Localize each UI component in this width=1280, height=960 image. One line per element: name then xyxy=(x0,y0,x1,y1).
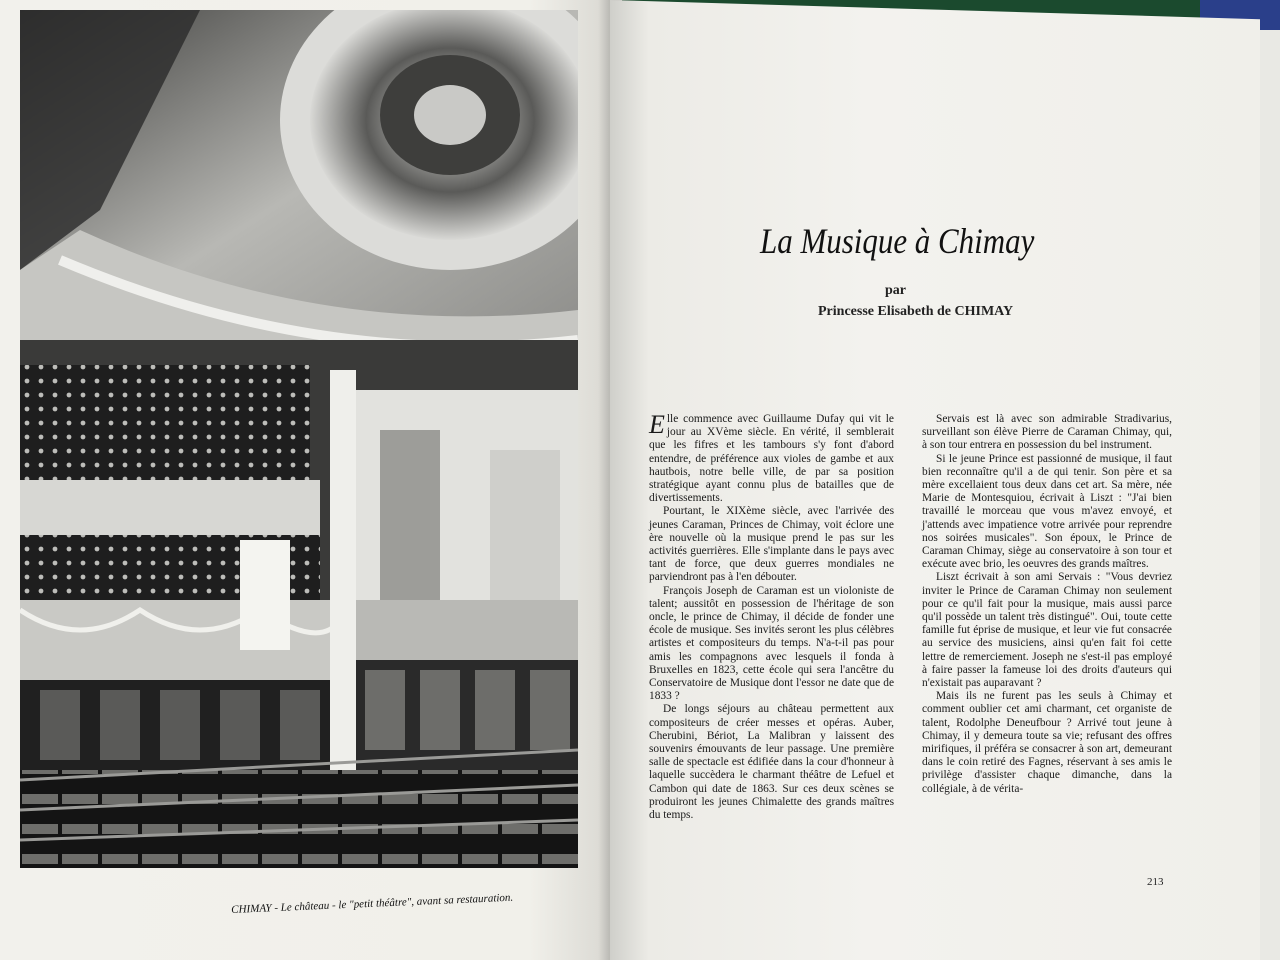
article-author: Princesse Elisabeth de CHIMAY xyxy=(818,304,1014,319)
paragraph: François Joseph de Caraman est un violoniste de talent; aussitôt en possession de l'héritage de son oncle, le prince de Chimay, il décide de fonder une école de musique. Ses invités seront les plus célèbres artistes et compositeurs du temps. N'a-t-il pas pour amis les compagnons avec lesquels il fonda à Bruxelles en 1823, cette école qui sera l'ancêtre du Conservatoire de Musique dont l'essor ne date que de 1833 ? xyxy=(649,584,894,703)
paragraph-text: lle commence avec Guillaume Dufay qui vit le jour au XVème siècle. En vérité, il semblerait que les fifres et les tambours s'y font d'abord entendre, de préférence aux violes de gambe et aux hautbois, notre belle ville, de par sa position stratégique ayant connu plus de batailles que de divertissements. xyxy=(649,413,894,505)
paragraph: Liszt écrivait à son ami Servais : "Vous devriez inviter le Prince de Caraman Chimay non seulement pour ce qu'il fait pour la musique, mais aussi parce qu'il possède un talent très distingué". Oui, toute cette famille fut éprise de musique, et leur vie fut consacrée au service des musiciens, ainsi qu'en fait foi cette lettre de remerciement. Joseph ne s'est-il pas employé à faire passer la fameuse loi des droits d'auteurs qui n'existait pas auparavant ? xyxy=(922,571,1172,690)
paragraph xyxy=(649,410,894,505)
page-number: 213 xyxy=(1147,876,1164,888)
paragraph: Pourtant, le XIXème siècle, avec l'arrivée des jeunes Caraman, Princes de Chimay, voit éclore une ère nouvelle où la musique prend le pas sur les activités guerrières. Elle s'implante dans le pays avec tant de force, que deux guerres mondiales ne parviendront pas à l'en débouter. xyxy=(649,505,894,584)
byline-par: par xyxy=(885,283,906,298)
paragraph: Mais ils ne furent pas les seuls à Chimay et comment oublier cet ami charmant, cet organiste de talent, Rodolphe Deneufbour ? Arrivé tout jeune à Chimay, il y demeura toute sa vie; refusant des offres mirifiques, il préféra se consacrer à son art, demeurant dans le coin retiré des Fagnes, réservant à ses amis le privilège d'assister chaque dimanche, dans la collégiale, à de vérita- xyxy=(922,690,1172,795)
theatre-photo xyxy=(20,10,578,868)
photo-caption: CHIMAY - Le château - le "petit théâtre", avant sa restauration. xyxy=(231,891,514,916)
text-column-right xyxy=(922,413,1172,796)
text-column-left xyxy=(649,410,894,822)
drop-cap: E xyxy=(649,410,665,439)
left-page xyxy=(0,0,622,960)
paragraph: De longs séjours au château permettent aux compositeurs de créer messes et opéras. Auber, Cherubini, Bériot, La Malibran y laissent des souvenirs émouvants de leur passage. Une première salle de spectacle est édifiée dans la cour d'honneur à laquelle succèdera le charmant théâtre de Lefuel et Cambon qui date de 1863. Sur ces deux scènes se produiront les jeunes Chimalette des grands maîtres du temps. xyxy=(649,703,894,822)
paragraph: Si le jeune Prince est passionné de musique, il faut bien reconnaître qu'il a de qui tenir. Son père et sa mère excellaient tous deux dans cet art. Sa mère, née Marie de Montesquiou, écrivait à Liszt : "J'ai bien travaillé le morceau que vous m'avez envoyé, et j'attends avec impatience votre arrivée pour reprendre nos soirées musicales". Son époux, le Prince de Caraman Chimay, siège au conservatoire à son tour et exécute avec brio, les oeuvres des grands maîtres. xyxy=(922,452,1172,571)
paragraph: Servais est là avec son admirable Stradivarius, surveillant son élève Pierre de Caraman Chimay, qui, à son tour entrera en possession du bel instrument. xyxy=(922,413,1172,452)
article-title: La Musique à Chimay xyxy=(760,221,1035,261)
